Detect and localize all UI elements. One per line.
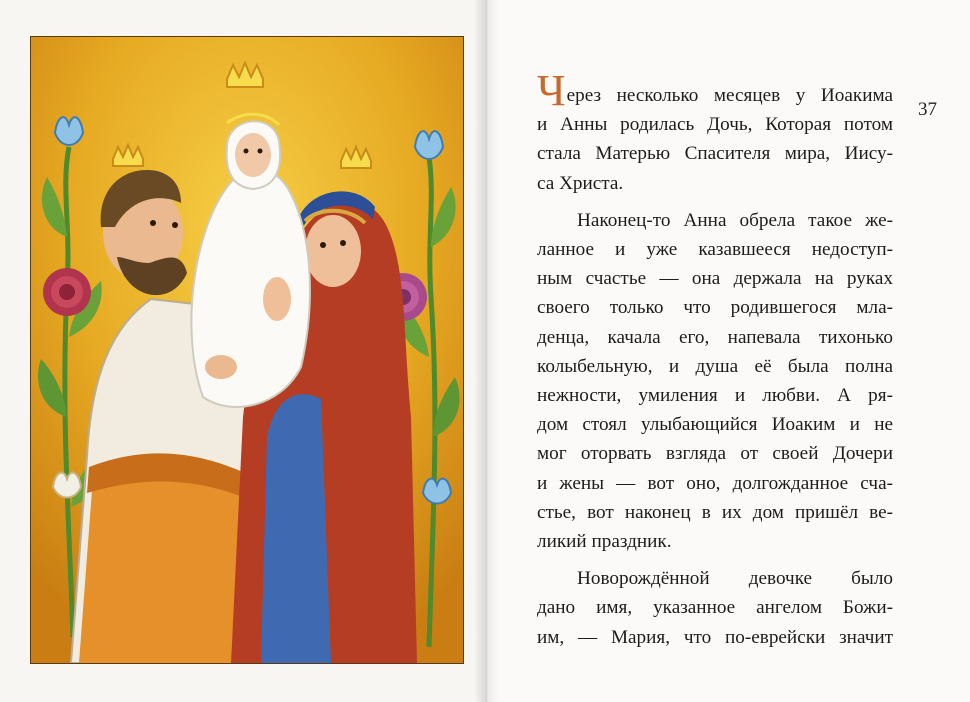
left-page [0, 0, 484, 702]
text-line: са Христа. [537, 172, 624, 194]
text-line: дом стоял улыбающийся Иоаким и не [537, 414, 893, 436]
text-line: им, — Мария, что по-еврейски значит [537, 626, 893, 648]
text-line: и Анны родилась Дочь, Которая потом [537, 114, 893, 136]
text-line: Наконец-то Анна обрела такое же- [577, 209, 893, 231]
illustration [30, 36, 464, 664]
drop-cap: Ч [537, 66, 566, 115]
text-line: стала Матерью Спасителя мира, Иису- [537, 143, 893, 165]
text-line: своего только что родившегося мла- [537, 297, 893, 319]
hand [263, 277, 291, 321]
paragraph-1 [537, 66, 893, 198]
illustration-art [31, 37, 463, 663]
text-line: денца, качала его, напевала тихонько [537, 326, 893, 348]
crown-icon [341, 147, 371, 168]
book-gutter [474, 0, 498, 702]
text-line: и жены — вот оно, долгожданное сча- [537, 472, 893, 494]
text-line: нежности, умиления и любви. А ря- [537, 385, 893, 407]
dahlia-flower-icon [43, 268, 91, 316]
text-line: стье, вот наконец в их дом пришёл ве- [537, 501, 893, 523]
text-line: дано имя, указанное ангелом Божи- [537, 597, 893, 619]
crown-icon [113, 145, 143, 166]
text-line: Через несколько месяцев у Иоакима [537, 66, 893, 115]
tulip-flower-icon [423, 479, 451, 504]
text-line: колыбельную, и душа её была полна [537, 355, 893, 377]
paragraph-3 [537, 564, 893, 652]
page-number: 37 [918, 99, 937, 120]
text-line: мог оторвать взгляда от своей Дочери [537, 443, 893, 465]
crown-icon [227, 63, 263, 87]
text-line: ланное и уже казавшееся недоступ- [537, 239, 893, 261]
hand [205, 355, 237, 379]
paragraph-2 [537, 206, 893, 556]
tulip-flower-icon [53, 473, 81, 498]
text-line: Новорождённой девочке было [577, 568, 893, 590]
body-text [537, 66, 893, 652]
text-line: ным счастье — она держала на руках [537, 268, 893, 290]
text-line: ликий праздник. [537, 531, 672, 553]
